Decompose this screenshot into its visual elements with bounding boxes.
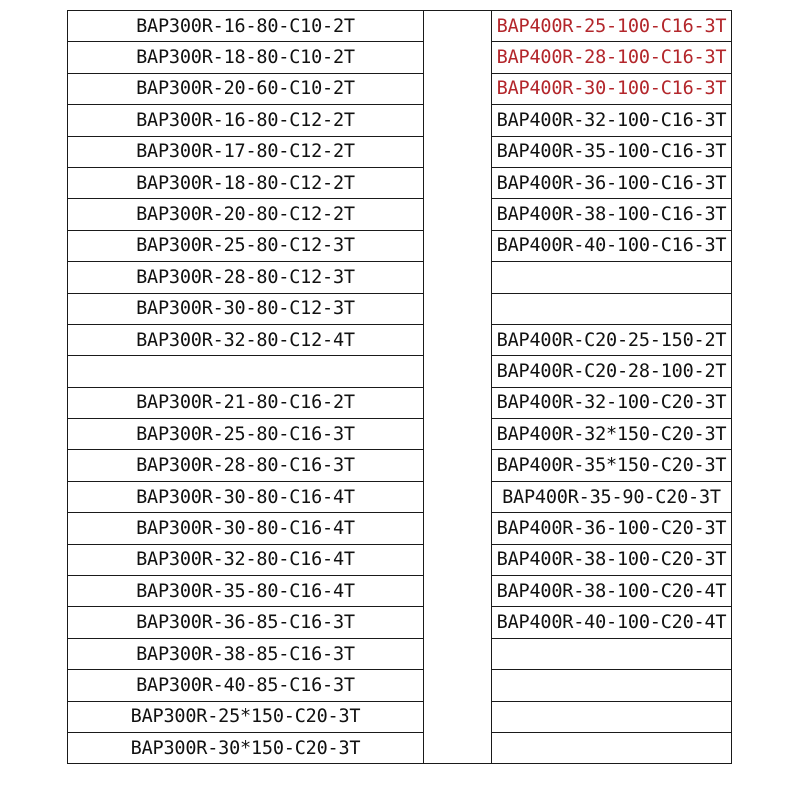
left-model-cell: BAP300R-25*150-C20-3T — [68, 701, 424, 732]
table-row — [68, 732, 732, 763]
right-model-cell: BAP400R-C20-25-150-2T — [492, 324, 732, 355]
table-row — [68, 262, 732, 293]
spacer-cell — [424, 199, 492, 230]
table-row — [68, 199, 732, 230]
right-model-cell: BAP400R-C20-28-100-2T — [492, 356, 732, 387]
left-model-cell: BAP300R-32-80-C16-4T — [68, 544, 424, 575]
left-model-cell: BAP300R-32-80-C12-4T — [68, 324, 424, 355]
left-model-cell: BAP300R-20-60-C10-2T — [68, 73, 424, 104]
left-model-cell: BAP300R-40-85-C16-3T — [68, 670, 424, 701]
right-model-cell: BAP400R-35-90-C20-3T — [492, 481, 732, 512]
spacer-cell — [424, 419, 492, 450]
table-row — [68, 419, 732, 450]
left-model-cell: BAP300R-16-80-C10-2T — [68, 11, 424, 42]
left-model-cell: BAP300R-30-80-C16-4T — [68, 481, 424, 512]
table-row — [68, 638, 732, 669]
right-model-cell: BAP400R-36-100-C20-3T — [492, 513, 732, 544]
right-model-cell — [492, 732, 732, 763]
spacer-cell — [424, 136, 492, 167]
table-row — [68, 607, 732, 638]
left-model-cell: BAP300R-28-80-C16-3T — [68, 450, 424, 481]
right-model-cell: BAP400R-32-100-C20-3T — [492, 387, 732, 418]
spacer-cell — [424, 481, 492, 512]
table-row — [68, 701, 732, 732]
spacer-cell — [424, 73, 492, 104]
table-row — [68, 450, 732, 481]
model-list-table — [67, 10, 732, 764]
right-model-cell: BAP400R-28-100-C16-3T — [492, 42, 732, 73]
left-model-cell: BAP300R-25-80-C16-3T — [68, 419, 424, 450]
right-model-cell — [492, 638, 732, 669]
left-model-cell: BAP300R-38-85-C16-3T — [68, 638, 424, 669]
right-model-cell: BAP400R-40-100-C16-3T — [492, 230, 732, 261]
left-model-cell: BAP300R-18-80-C12-2T — [68, 167, 424, 198]
table-row — [68, 42, 732, 73]
right-model-cell: BAP400R-38-100-C20-4T — [492, 576, 732, 607]
left-model-cell: BAP300R-20-80-C12-2T — [68, 199, 424, 230]
spacer-cell — [424, 262, 492, 293]
spacer-cell — [424, 607, 492, 638]
left-model-cell: BAP300R-17-80-C12-2T — [68, 136, 424, 167]
right-model-cell: BAP400R-25-100-C16-3T — [492, 11, 732, 42]
left-model-cell: BAP300R-36-85-C16-3T — [68, 607, 424, 638]
spacer-cell — [424, 513, 492, 544]
table-row — [68, 293, 732, 324]
model-list-body — [68, 11, 732, 764]
right-model-cell: BAP400R-32-100-C16-3T — [492, 105, 732, 136]
right-model-cell: BAP400R-35-100-C16-3T — [492, 136, 732, 167]
left-model-cell: BAP300R-28-80-C12-3T — [68, 262, 424, 293]
table-row — [68, 11, 732, 42]
table-row — [68, 513, 732, 544]
spacer-cell — [424, 230, 492, 261]
spacer-cell — [424, 42, 492, 73]
table-row — [68, 356, 732, 387]
spacer-cell — [424, 105, 492, 136]
table-row — [68, 387, 732, 418]
right-model-cell — [492, 293, 732, 324]
spacer-cell — [424, 638, 492, 669]
spacer-cell — [424, 356, 492, 387]
spacer-cell — [424, 670, 492, 701]
right-model-cell: BAP400R-30-100-C16-3T — [492, 73, 732, 104]
right-model-cell: BAP400R-32*150-C20-3T — [492, 419, 732, 450]
table-row — [68, 544, 732, 575]
table-row — [68, 670, 732, 701]
table-row — [68, 136, 732, 167]
spacer-cell — [424, 387, 492, 418]
table-row — [68, 230, 732, 261]
table-row — [68, 73, 732, 104]
left-model-cell: BAP300R-18-80-C10-2T — [68, 42, 424, 73]
left-model-cell — [68, 356, 424, 387]
right-model-cell — [492, 701, 732, 732]
table-row — [68, 576, 732, 607]
spacer-cell — [424, 544, 492, 575]
left-model-cell: BAP300R-35-80-C16-4T — [68, 576, 424, 607]
right-model-cell: BAP400R-36-100-C16-3T — [492, 167, 732, 198]
spacer-cell — [424, 732, 492, 763]
table-row — [68, 324, 732, 355]
spacer-cell — [424, 11, 492, 42]
left-model-cell: BAP300R-30-80-C12-3T — [68, 293, 424, 324]
table-row — [68, 167, 732, 198]
right-model-cell: BAP400R-38-100-C20-3T — [492, 544, 732, 575]
left-model-cell: BAP300R-25-80-C12-3T — [68, 230, 424, 261]
right-model-cell: BAP400R-38-100-C16-3T — [492, 199, 732, 230]
table-row — [68, 481, 732, 512]
spacer-cell — [424, 576, 492, 607]
spacer-cell — [424, 324, 492, 355]
right-model-cell — [492, 670, 732, 701]
left-model-cell: BAP300R-30*150-C20-3T — [68, 732, 424, 763]
right-model-cell: BAP400R-35*150-C20-3T — [492, 450, 732, 481]
spacer-cell — [424, 701, 492, 732]
spacer-cell — [424, 167, 492, 198]
table-row — [68, 105, 732, 136]
left-model-cell: BAP300R-30-80-C16-4T — [68, 513, 424, 544]
left-model-cell: BAP300R-21-80-C16-2T — [68, 387, 424, 418]
spacer-cell — [424, 450, 492, 481]
right-model-cell — [492, 262, 732, 293]
left-model-cell: BAP300R-16-80-C12-2T — [68, 105, 424, 136]
spacer-cell — [424, 293, 492, 324]
right-model-cell: BAP400R-40-100-C20-4T — [492, 607, 732, 638]
